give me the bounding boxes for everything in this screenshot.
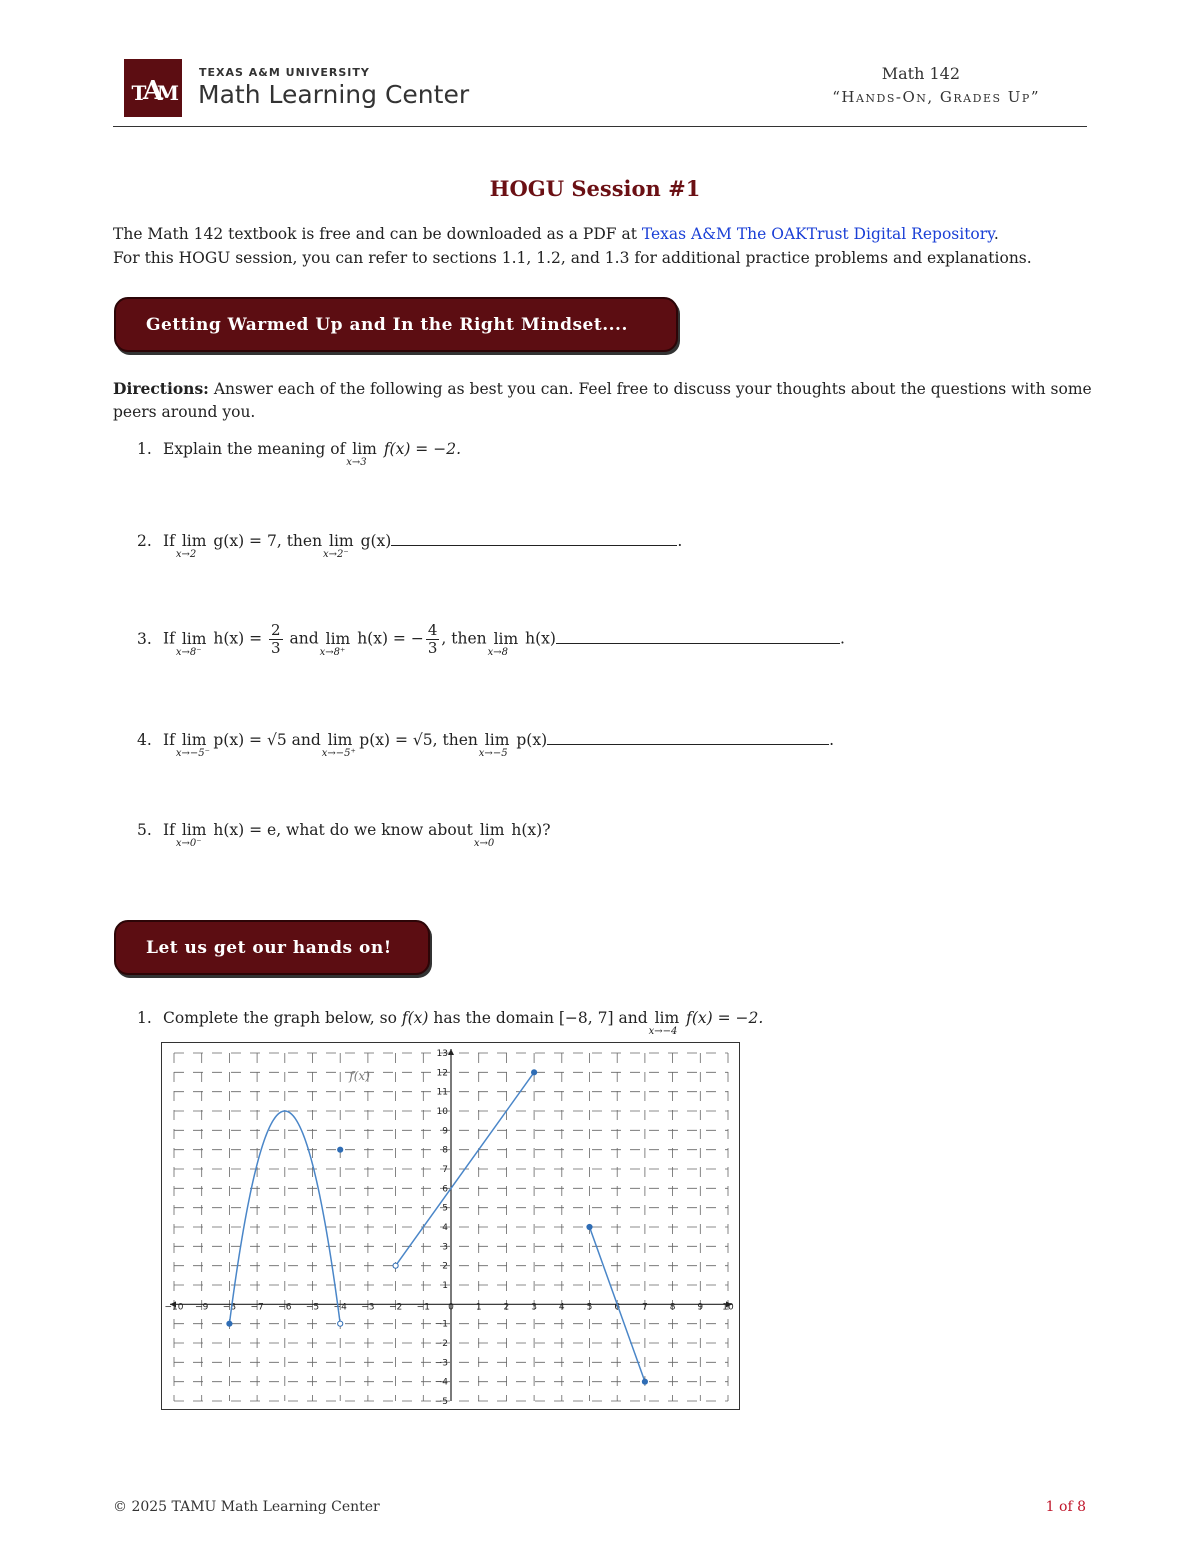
- question-1: [137, 440, 462, 468]
- lim-word: lim: [181, 821, 207, 839]
- period: .: [839, 629, 845, 648]
- question-expr: h(x) =: [213, 629, 263, 648]
- y-tick-label: 13: [436, 1049, 448, 1059]
- lim-word: lim: [352, 440, 377, 458]
- limit-operator: [346, 440, 377, 468]
- limit-operator: [175, 532, 207, 560]
- question-number: 2.: [137, 532, 152, 550]
- x-tick-label: 1: [475, 1302, 482, 1313]
- directions-text: Answer each of the following as best you can. Feel free to discuss your thoughts about the questions with some peers around you.: [113, 380, 1092, 421]
- limit-subscript: x→−5: [478, 748, 508, 759]
- y-tick-label: 9: [442, 1126, 448, 1137]
- x-tick-label: −6: [278, 1302, 292, 1313]
- lim-word: lim: [181, 731, 207, 749]
- y-tick-label: −4: [434, 1377, 448, 1388]
- x-tick-label: 4: [558, 1302, 565, 1313]
- limit-operator: [487, 629, 519, 658]
- question-expr: f(x) = −2.: [383, 440, 462, 458]
- lim-word: lim: [181, 629, 207, 648]
- y-tick-label: 4: [442, 1223, 448, 1233]
- question-expr: h(x)?: [511, 821, 551, 839]
- atm-logo-icon: [124, 59, 182, 117]
- open-point: [393, 1263, 398, 1268]
- question-number: 3.: [137, 629, 152, 648]
- x-tick-label: 7: [642, 1302, 648, 1313]
- question-expr: h(x) = e, what do we know about: [213, 821, 473, 839]
- question-2: [137, 529, 683, 560]
- y-tick-label: 12: [436, 1068, 448, 1079]
- x-tick-label: 10: [722, 1302, 734, 1313]
- question-expr: h(x): [525, 629, 556, 648]
- lim-word: lim: [327, 731, 353, 749]
- limit-subscript: x→0: [473, 838, 495, 849]
- lim-word: lim: [479, 821, 505, 839]
- task-expr: f(x) = −2.: [686, 1009, 764, 1027]
- question-number: 1.: [137, 440, 152, 458]
- svg-text:M: M: [156, 81, 180, 105]
- x-tick-label: −1: [416, 1302, 430, 1313]
- task-1: [137, 1009, 764, 1037]
- graph-curve: [396, 1072, 534, 1265]
- intro-period: .: [993, 225, 999, 243]
- limit-subscript: x→−4: [648, 1026, 678, 1037]
- closed-point: [587, 1224, 592, 1229]
- question-expr: p(x) = √5 and: [213, 731, 321, 749]
- question-number: 4.: [137, 731, 152, 749]
- section-banner-hands-on: Let us get our hands on!: [114, 920, 430, 975]
- intro-text: The Math 142 textbook is free and can be downloaded as a PDF at: [113, 225, 642, 243]
- x-tick-label: 0: [448, 1302, 454, 1313]
- fraction: [426, 622, 440, 657]
- x-tick-label: −9: [195, 1302, 209, 1313]
- x-tick-label: −3: [361, 1302, 375, 1313]
- y-tick-label: 3: [442, 1242, 448, 1253]
- directions-label: Directions:: [113, 379, 209, 398]
- x-tick-label: 9: [697, 1302, 704, 1313]
- page-number: 1 of 8: [1045, 1499, 1086, 1515]
- if-word: If: [163, 629, 175, 648]
- y-tick-label: 1: [442, 1281, 448, 1291]
- x-tick-label: −4: [333, 1302, 347, 1313]
- footer-copyright: © 2025 TAMU Math Learning Center: [113, 1499, 380, 1515]
- limit-operator: [321, 731, 356, 759]
- fraction-denominator: 3: [271, 639, 281, 657]
- y-tick-label: −1: [434, 1319, 448, 1330]
- question-expr: g(x) = 7, then: [213, 532, 323, 550]
- x-tick-label: 8: [669, 1302, 676, 1313]
- x-tick-label: 5: [586, 1302, 593, 1313]
- oaktrust-link[interactable]: Texas A&M The OAKTrust Digital Repository: [641, 225, 994, 243]
- lim-word: lim: [493, 629, 519, 648]
- limit-subscript: x→−5⁻: [175, 748, 210, 759]
- limit-subscript: x→0⁻: [175, 838, 202, 849]
- y-axis-arrow: [448, 1049, 454, 1055]
- lim-word: lim: [329, 532, 354, 550]
- answer-blank[interactable]: [391, 529, 677, 546]
- x-tick-label: −8: [222, 1302, 237, 1313]
- x-tick-label: 6: [614, 1302, 621, 1313]
- limit-subscript: x→2⁻: [323, 549, 349, 560]
- directions: [113, 377, 1093, 424]
- limit-operator: [175, 731, 210, 759]
- y-tick-label: −3: [434, 1358, 448, 1369]
- motto: “Hands-On, Grades Up”: [832, 88, 1040, 106]
- fraction-numerator: 2: [271, 621, 281, 639]
- x-tick-label: 2: [503, 1302, 510, 1313]
- limit-operator: [323, 532, 354, 560]
- question-4: [137, 728, 835, 759]
- y-tick-label: 11: [436, 1087, 448, 1098]
- question-expr: g(x): [360, 532, 392, 550]
- y-tick-label: −5: [434, 1397, 448, 1407]
- limit-subscript: x→3: [346, 457, 367, 468]
- lim-word: lim: [181, 532, 207, 550]
- limit-subscript: x→8⁻: [175, 646, 202, 658]
- svg-text:T: T: [131, 81, 147, 105]
- lim-word: lim: [484, 731, 510, 749]
- limit-operator: [478, 731, 510, 759]
- y-tick-label: −2: [434, 1339, 448, 1349]
- x-tick-label: −7: [250, 1302, 264, 1313]
- if-word: If: [163, 532, 175, 550]
- limit-subscript: x→8⁺: [319, 646, 346, 658]
- footer-page: [1000, 1499, 1086, 1515]
- curve-label: f(x): [349, 1069, 370, 1084]
- function-graph: [161, 1042, 740, 1410]
- question-expr: p(x) = √5, then: [359, 731, 478, 749]
- period: .: [829, 731, 835, 749]
- lim-word: lim: [654, 1009, 680, 1027]
- lim-word: lim: [325, 629, 351, 648]
- question-number: 5.: [137, 821, 152, 839]
- y-tick-label: 5: [442, 1203, 448, 1214]
- closed-point: [532, 1070, 537, 1075]
- y-tick-label: 7: [442, 1165, 448, 1175]
- intro-line2: For this HOGU session, you can refer to sections 1.1, 1.2, and 1.3 for additional practice problems and explanations.: [113, 249, 1032, 267]
- limit-operator: [319, 629, 351, 658]
- limit-subscript: x→−5⁺: [321, 748, 356, 759]
- fraction-numerator: 4: [427, 621, 438, 639]
- course-name: Math 142: [881, 64, 960, 83]
- question-5: [137, 821, 551, 849]
- question-3: [137, 622, 845, 657]
- x-tick-label: −2: [388, 1302, 403, 1313]
- question-text: Explain the meaning of: [163, 440, 346, 458]
- fraction: [269, 622, 283, 657]
- x-tick-label: −5: [305, 1302, 320, 1313]
- and-word: and: [289, 629, 319, 648]
- period: .: [677, 532, 683, 550]
- answer-blank[interactable]: [547, 728, 829, 745]
- page-title: HOGU Session #1: [489, 176, 701, 201]
- graph-canvas: [162, 1043, 739, 1409]
- task-text: Complete the graph below, so: [163, 1009, 397, 1027]
- answer-blank[interactable]: [556, 627, 840, 644]
- limit-subscript: x→2: [175, 549, 197, 560]
- limit-operator: [175, 821, 207, 849]
- center-name: Math Learning Center: [198, 80, 470, 109]
- limit-subscript: x→8: [487, 646, 508, 658]
- limit-operator: [175, 629, 207, 658]
- closed-point: [227, 1321, 232, 1326]
- graph-curve: [229, 1111, 340, 1324]
- section-banner-warmup: Getting Warmed Up and In the Right Mindset....: [114, 297, 678, 352]
- header-divider: [113, 126, 1087, 127]
- limit-operator: [648, 1009, 680, 1037]
- task-text: has the domain [−8, 7] and: [433, 1009, 648, 1027]
- question-expr: p(x): [516, 731, 548, 749]
- y-tick-label: 2: [442, 1261, 448, 1272]
- tamu-logo: [124, 59, 182, 117]
- university-name: TEXAS A&M UNIVERSITY: [199, 66, 370, 79]
- closed-point: [338, 1147, 343, 1152]
- if-word: If: [163, 821, 175, 839]
- open-point: [338, 1321, 343, 1326]
- function-name: f(x): [401, 1009, 429, 1027]
- y-tick-label: 10: [436, 1107, 448, 1117]
- x-tick-label: −10: [164, 1302, 184, 1313]
- question-expr: h(x) = −: [357, 629, 424, 648]
- fraction-denominator: 3: [427, 639, 438, 657]
- limit-operator: [473, 821, 505, 849]
- closed-point: [642, 1379, 647, 1384]
- x-tick-label: 3: [531, 1302, 537, 1313]
- if-word: If: [163, 731, 175, 749]
- task-number: 1.: [137, 1009, 152, 1027]
- then-word: , then: [441, 629, 487, 648]
- y-tick-label: 8: [442, 1145, 448, 1156]
- svg-text:A: A: [142, 76, 164, 106]
- intro-paragraph: [113, 222, 1103, 270]
- y-tick-label: 6: [442, 1184, 448, 1195]
